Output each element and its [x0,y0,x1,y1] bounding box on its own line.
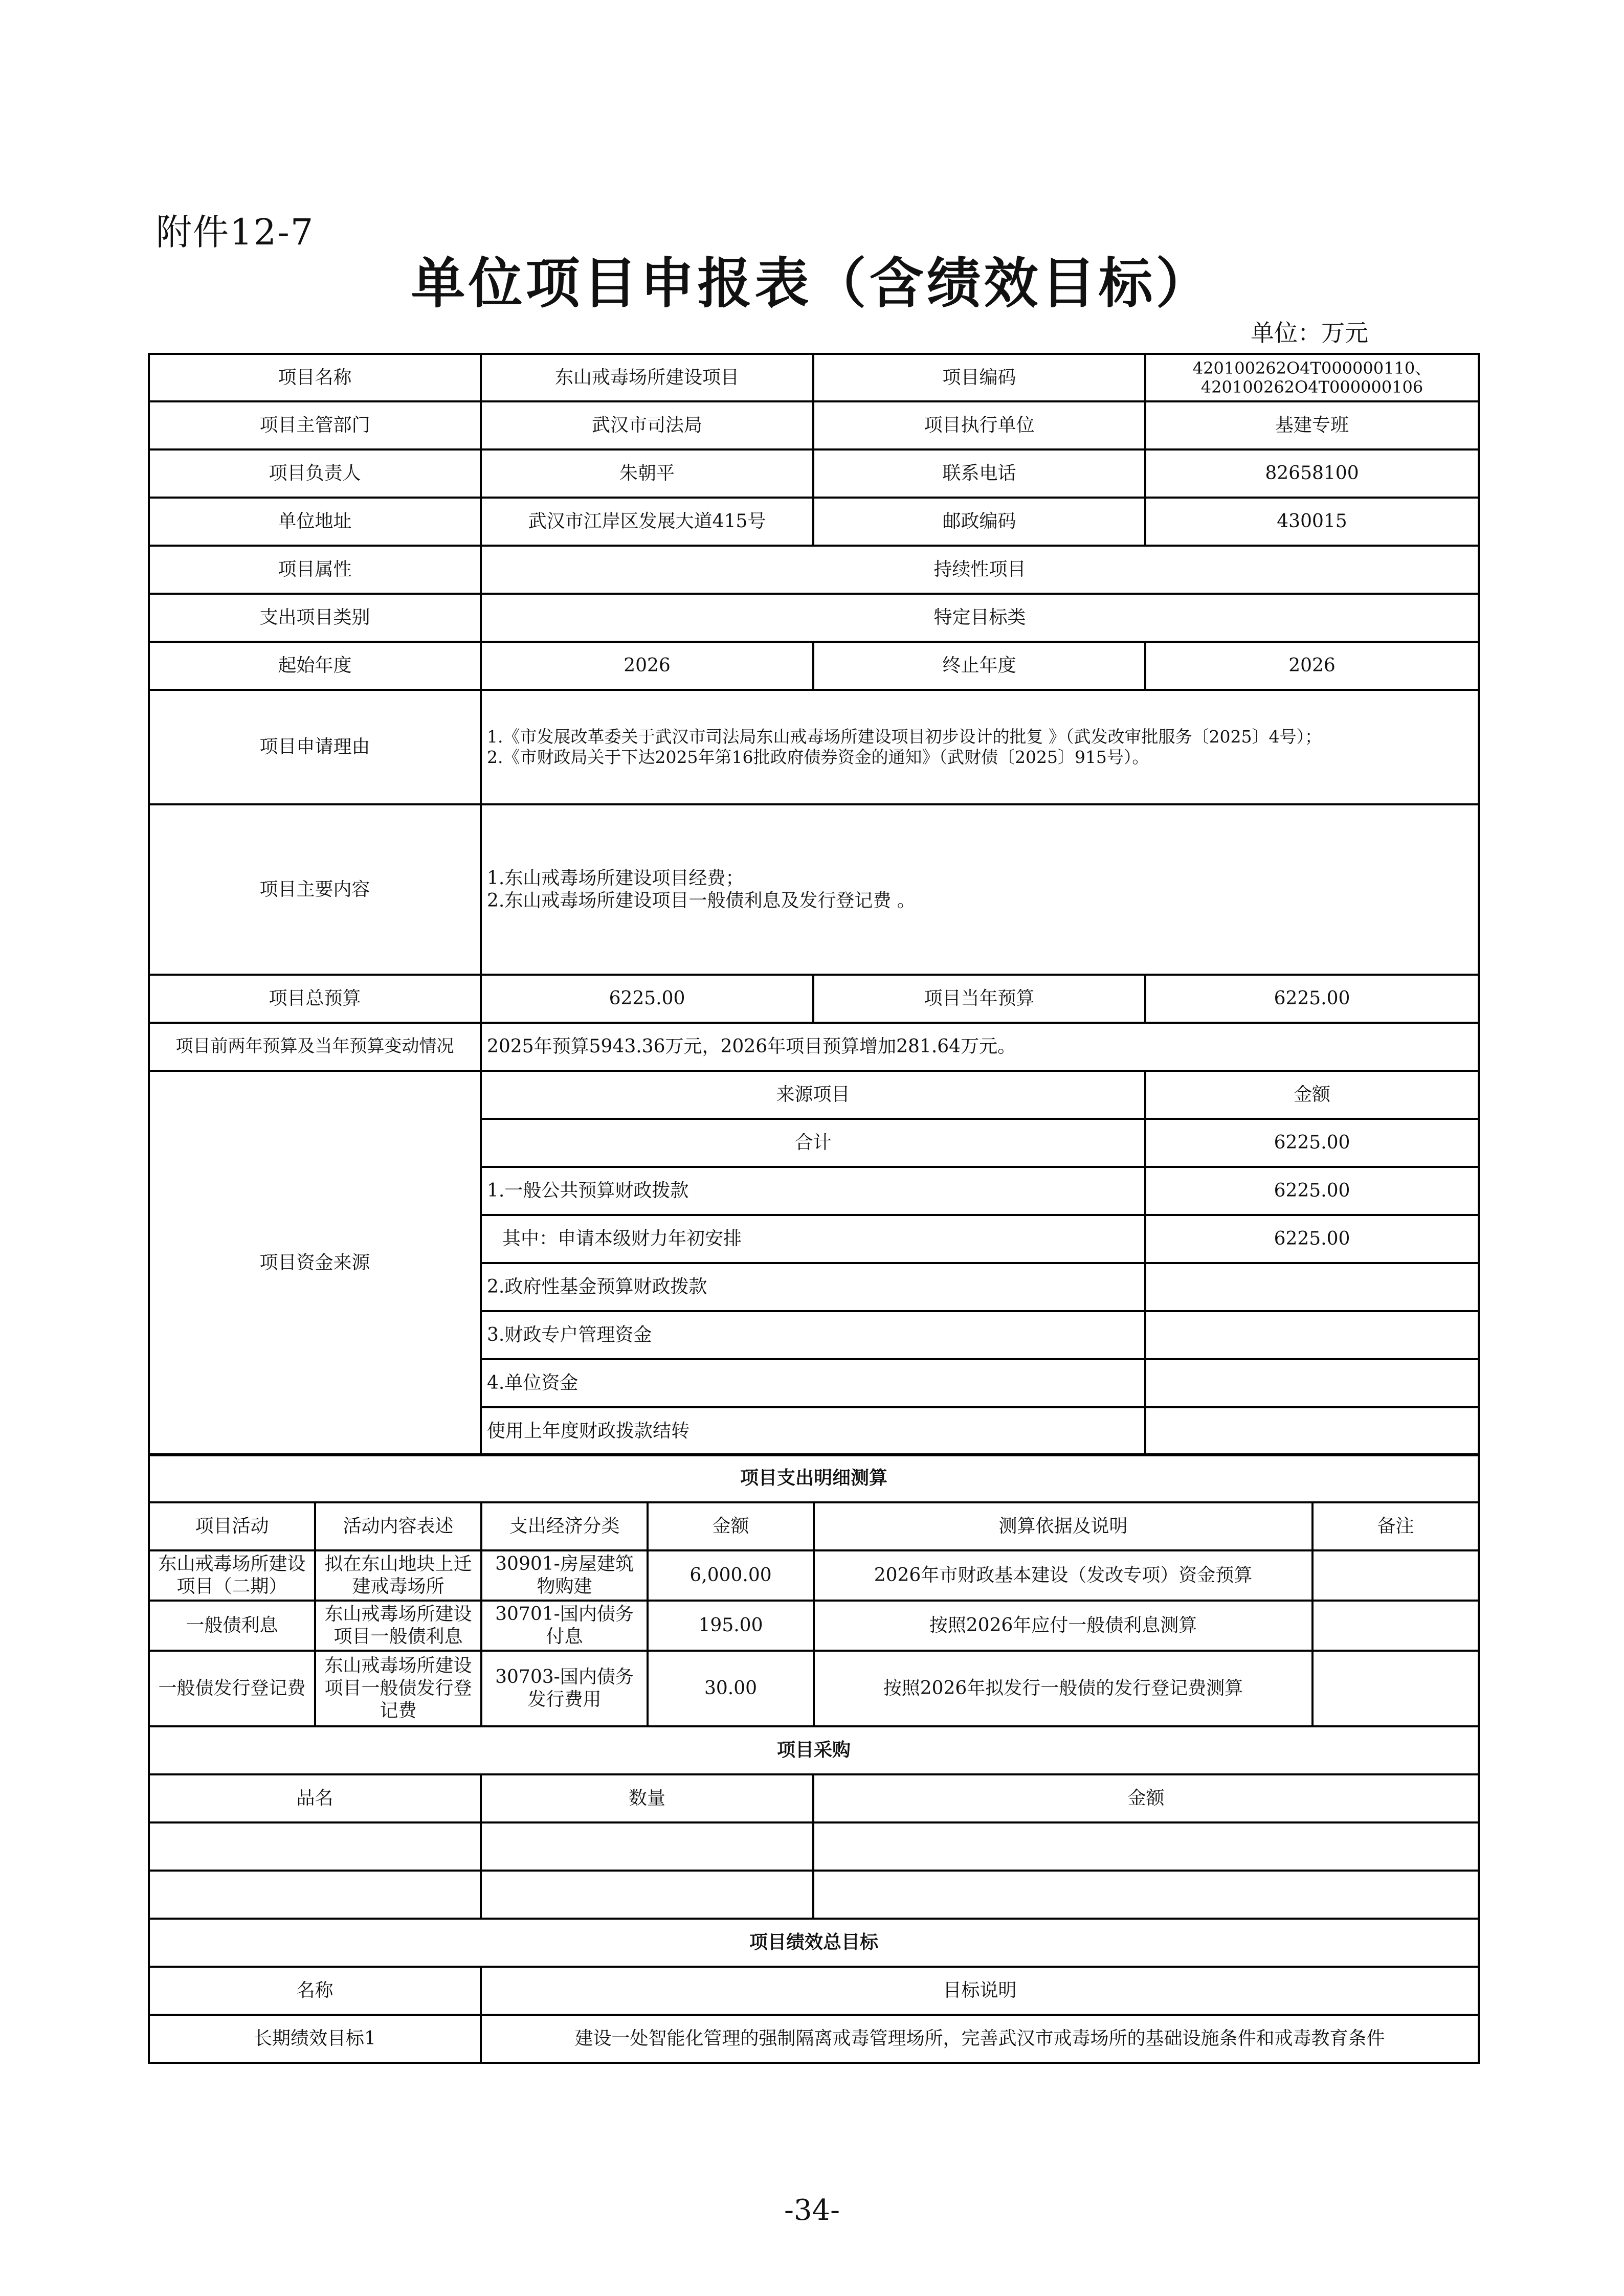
procurement-header-qty: 数量 [481,1774,813,1822]
code-label: 项目编码 [813,354,1145,401]
exec-value: 基建专班 [1145,401,1479,449]
budget-change-value: 2025年预算5943.36万元，2026年项目预算增加281.64万元。 [481,1023,1479,1071]
expense-activity: 一般债利息 [149,1601,315,1651]
page-title: 单位项目申报表（含绩效目标） [411,251,1213,315]
current-budget-value: 6225.00 [1145,975,1479,1023]
expense-basis: 按照2026年拟发行一般债的发行登记费测算 [814,1651,1312,1726]
reason-line-2: 2.《市财政局关于下达2025年第16批政府债券资金的通知》（武财债〔2025〕915号）。 [487,747,1149,767]
unit-label: 单位：万元 [1251,319,1368,347]
total-budget-label: 项目总预算 [149,975,481,1023]
name-label: 项目名称 [149,354,481,401]
category-label: 支出项目类别 [149,594,481,642]
expense-class: 30701-国内债务付息 [481,1601,648,1651]
funding-row-amount: 6225.00 [1145,1215,1479,1263]
expense-section-title: 项目支出明细测算 [149,1454,1479,1502]
procurement-cell [481,1822,813,1871]
project-code [1145,354,1479,401]
expense-detail-table [148,1453,1480,1727]
funding-row-amount [1145,1311,1479,1359]
expense-desc: 东山戒毒场所建设项目一般债发行登记费 [315,1651,481,1726]
performance-header-desc: 目标说明 [481,1967,1479,2015]
expense-class: 30703-国内债务发行费用 [481,1651,648,1726]
procurement-performance-table [148,1725,1480,2064]
reason-label: 项目申请理由 [149,690,481,804]
procurement-cell [149,1871,481,1919]
funding-row-name: 其中：申请本级财力年初安排 [481,1215,1145,1263]
start-year-value: 2026 [481,642,813,690]
expense-header-amount: 金额 [648,1502,814,1550]
end-year-label: 终止年度 [813,642,1145,690]
project-code-2: 420100262O4T000000106 [1200,377,1423,397]
page-number: -34- [784,2194,840,2227]
expense-note [1312,1601,1479,1651]
owner-label: 项目负责人 [149,449,481,498]
expense-amount: 30.00 [648,1651,814,1726]
performance-header-name: 名称 [149,1967,481,2015]
content-line-2: 2.东山戒毒场所建设项目一般债利息及发行登记费 。 [487,890,916,911]
total-budget-value: 6225.00 [481,975,813,1023]
funding-row-name: 使用上年度财政拨款结转 [481,1407,1145,1455]
procurement-cell [149,1822,481,1871]
funding-row-amount [1145,1263,1479,1311]
zip-label: 邮政编码 [813,498,1145,546]
expense-basis: 按照2026年应付一般债利息测算 [814,1601,1312,1651]
content-line-1: 1.东山戒毒场所建设项目经费； [487,867,744,889]
expense-header-activity: 项目活动 [149,1502,315,1550]
funding-row-name: 4.单位资金 [481,1359,1145,1407]
expense-amount: 6,000.00 [648,1550,814,1601]
category-value: 特定目标类 [481,594,1479,642]
procurement-cell [813,1871,1479,1919]
phone-value: 82658100 [1145,449,1479,498]
end-year-value: 2026 [1145,642,1479,690]
expense-note [1312,1651,1479,1726]
funding-header-source: 来源项目 [481,1071,1145,1119]
expense-note [1312,1550,1479,1601]
expense-header-basis: 测算依据及说明 [814,1502,1312,1550]
procurement-cell [481,1871,813,1919]
funding-row-amount: 6225.00 [1145,1119,1479,1167]
expense-desc: 东山戒毒场所建设项目一般债利息 [315,1601,481,1651]
address-label: 单位地址 [149,498,481,546]
owner-value: 朱朝平 [481,449,813,498]
dept-label: 项目主管部门 [149,401,481,449]
expense-header-class: 支出经济分类 [481,1502,648,1550]
expense-basis: 2026年市财政基本建设（发改专项）资金预算 [814,1550,1312,1601]
content-label: 项目主要内容 [149,804,481,975]
expense-activity: 东山戒毒场所建设项目（二期） [149,1550,315,1601]
expense-class: 30901-房屋建筑物购建 [481,1550,648,1601]
procurement-header-item: 品名 [149,1774,481,1822]
zip-value: 430015 [1145,498,1479,546]
expense-activity: 一般债发行登记费 [149,1651,315,1726]
attr-label: 项目属性 [149,546,481,594]
attr-value: 持续性项目 [481,546,1479,594]
procurement-section-title: 项目采购 [149,1726,1479,1774]
funding-row-amount [1145,1359,1479,1407]
content-value [481,804,1479,975]
funding-row-name: 3.财政专户管理资金 [481,1311,1145,1359]
project-name: 东山戒毒场所建设项目 [481,354,813,401]
procurement-cell [813,1822,1479,1871]
funding-row-amount [1145,1407,1479,1455]
expense-header-note: 备注 [1312,1502,1479,1550]
funding-label: 项目资金来源 [149,1071,481,1455]
funding-row-amount: 6225.00 [1145,1167,1479,1215]
funding-row-name: 合计 [481,1119,1145,1167]
phone-label: 联系电话 [813,449,1145,498]
project-code-1: 420100262O4T000000110、 [1192,358,1432,378]
project-info-table [148,353,1480,1456]
address-value: 武汉市江岸区发展大道415号 [481,498,813,546]
exec-label: 项目执行单位 [813,401,1145,449]
expense-header-desc: 活动内容表述 [315,1502,481,1550]
reason-line-1: 1.《市发展改革委关于武汉市司法局东山戒毒场所建设项目初步设计的批复 》（武发改审批服务〔2025〕4号）； [487,726,1322,747]
reason-value [481,690,1479,804]
budget-change-label: 项目前两年预算及当年预算变动情况 [149,1023,481,1071]
funding-header-amount: 金额 [1145,1071,1479,1119]
performance-section-title: 项目绩效总目标 [149,1919,1479,1967]
procurement-header-amount: 金额 [813,1774,1479,1822]
funding-row-name: 2.政府性基金预算财政拨款 [481,1263,1145,1311]
expense-amount: 195.00 [648,1601,814,1651]
start-year-label: 起始年度 [149,642,481,690]
expense-desc: 拟在东山地块上迁建戒毒场所 [315,1550,481,1601]
funding-row-name: 1.一般公共预算财政拨款 [481,1167,1145,1215]
attachment-label: 附件12-7 [156,211,315,253]
performance-goal-desc: 建设一处智能化管理的强制隔离戒毒管理场所，完善武汉市戒毒场所的基础设施条件和戒毒教育条件 [481,2015,1479,2063]
current-budget-label: 项目当年预算 [813,975,1145,1023]
dept-value: 武汉市司法局 [481,401,813,449]
performance-goal-name: 长期绩效目标1 [149,2015,481,2063]
